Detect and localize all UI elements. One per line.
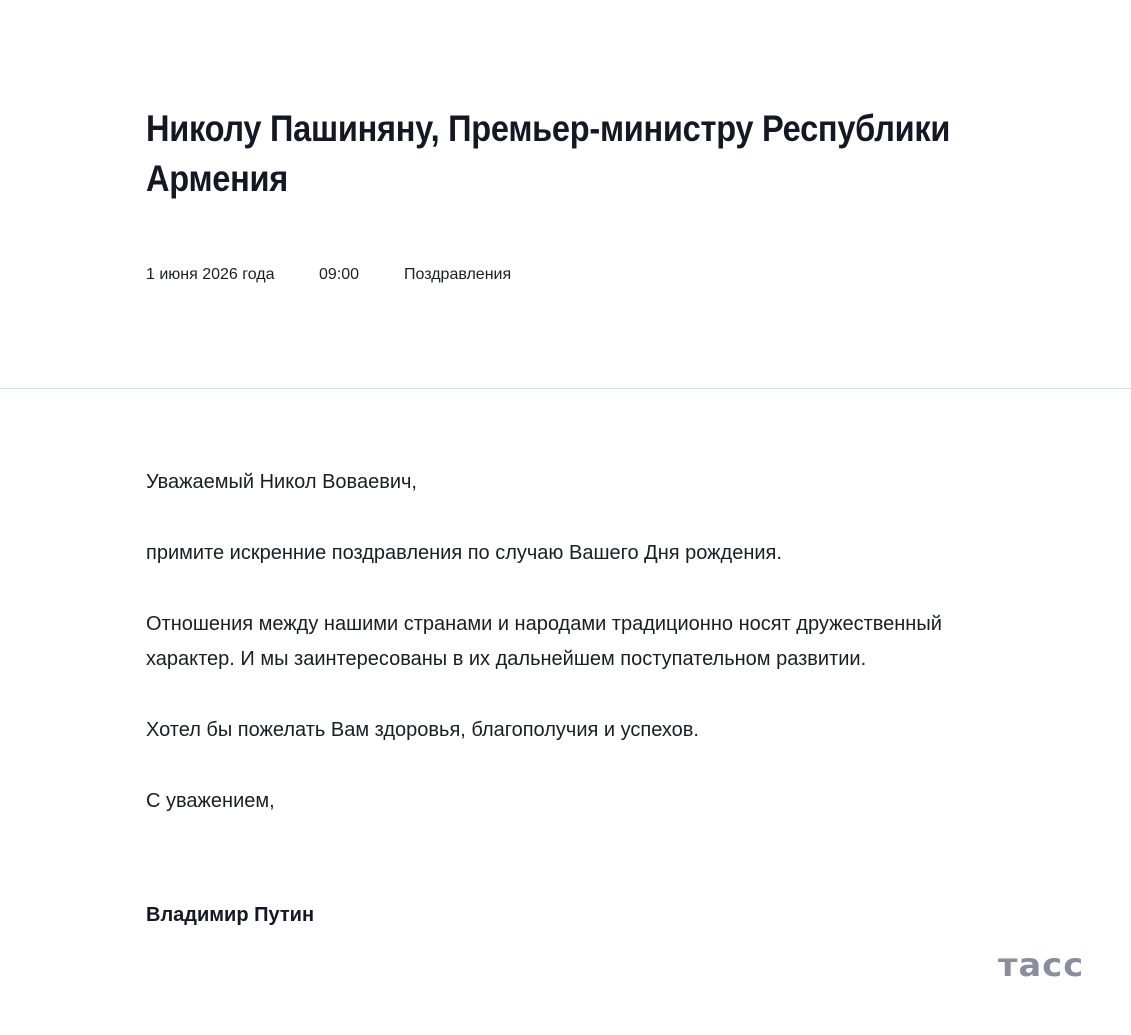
letter-closing: С уважением, bbox=[146, 790, 275, 812]
letter-signature: Владимир Путин bbox=[146, 904, 315, 926]
page-title: Николу Пашиняну, Премьер-министру Республики Армения bbox=[146, 108, 951, 199]
letter-paragraph: Хотел бы пожелать Вам здоровья, благополучия и успехов. bbox=[146, 719, 699, 741]
divider bbox=[0, 388, 1131, 389]
publish-time: 09:00 bbox=[319, 266, 360, 283]
category-link[interactable]: Поздравления bbox=[404, 266, 512, 283]
letter-paragraph: Отношения между нашими странами и народами традиционно носят дружественный характер. И мы заинтересованы в их дальнейшем поступательном развитии. bbox=[146, 613, 942, 670]
letter-greeting: Уважаемый Никол Воваевич, bbox=[146, 471, 417, 493]
tass-logo: тасс bbox=[998, 946, 1085, 984]
article-header bbox=[146, 104, 1046, 204]
letter-body bbox=[146, 465, 1026, 855]
publish-date: 1 июня 2026 года bbox=[146, 266, 275, 283]
letter-paragraph: примите искренние поздравления по случаю Вашего Дня рождения. bbox=[146, 542, 782, 564]
